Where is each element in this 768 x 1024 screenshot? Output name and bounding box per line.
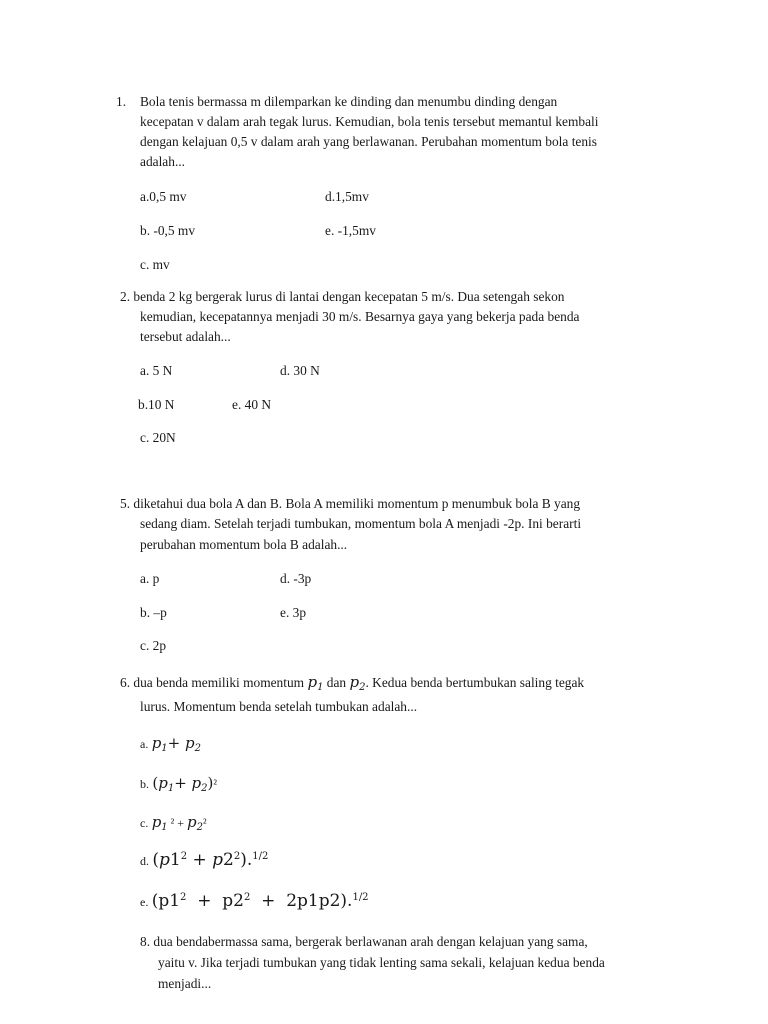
q2-text-line: 2. benda 2 kg bergerak lurus di lantai dengan kecepatan 5 m/s. Dua setengah sekon [120, 289, 565, 304]
q6-symbol-p1: $p_1$ [307, 673, 324, 693]
q6-text-line [120, 672, 584, 693]
q6-text-suffix: . Kedua benda bertumbukan saling tegak [365, 675, 585, 690]
q8-text-line: 8. dua bendabermassa sama, bergerak berlawanan arah dengan kelajuan yang sama, [140, 934, 588, 949]
q6-text-line: lurus. Momentum benda setelah tumbukan adalah... [140, 699, 418, 714]
q6-symbol-p2: $p_2$ [349, 673, 366, 693]
q2-option-d: d. 30 N [280, 363, 320, 378]
q1-number: 1. [116, 94, 127, 109]
q5-option-b: b. –p [140, 605, 167, 620]
q5-text-line: 5. diketahui dua bola A dan B. Bola A memiliki momentum p menumbuk bola B yang [120, 496, 581, 511]
q6-option-c: c. $p_1$ $^2 + p_2^2$ [140, 813, 207, 833]
q2-text-line: tersebut adalah... [140, 329, 231, 344]
q1-text-line: adalah... [140, 154, 185, 169]
q8-text-line: yaitu v. Jika terjadi tumbukan yang tidak lenting sama sekali, kelajuan kedua benda [158, 955, 605, 970]
q5-text-line: perubahan momentum bola B adalah... [140, 537, 348, 552]
q2-option-c: c. 20N [140, 430, 176, 445]
q5-option-a: a. p [140, 571, 160, 586]
q1-option-e: e. -1,5mv [325, 223, 376, 238]
q1-option-a: a.0,5 mv [140, 189, 187, 204]
q6-option-e: e. $(p1^2 + p2^2 + 2p1p2).^{1/2}$ [140, 891, 369, 911]
q1-text-line: kecepatan v dalam arah tegak lurus. Kemudian, bola tenis tersebut memantul kembali [140, 114, 599, 129]
q2-option-a: a. 5 N [140, 363, 173, 378]
q5-option-e: e. 3p [280, 605, 307, 620]
q1-text-line: Bola tenis bermassa m dilemparkan ke dinding dan menumbu dinding dengan [140, 94, 558, 109]
q6-option-d: d. $(p1^2 + p2^2).^{1/2}$ [140, 850, 269, 870]
q8-text-line: menjadi... [158, 976, 212, 991]
q1-option-b: b. -0,5 mv [140, 223, 196, 238]
q6-text-prefix: 6. dua benda memiliki momentum [120, 675, 305, 690]
q1-option-d: d.1,5mv [325, 189, 369, 204]
q6-text-and: dan [326, 675, 347, 690]
q5-text-line: sedang diam. Setelah terjadi tumbukan, momentum bola A menjadi -2p. Ini berarti [140, 516, 582, 531]
q1-text-line: dengan kelajuan 0,5 v dalam arah yang berlawanan. Perubahan momentum bola tenis [140, 134, 597, 149]
q2-option-e: e. 40 N [232, 397, 272, 412]
q6-option-a: a. $p_1+ p_2$ [140, 734, 201, 754]
q5-option-c: c. 2p [140, 638, 167, 653]
q2-option-b: b.10 N [138, 397, 175, 412]
q1-option-c: c. mv [140, 257, 170, 272]
q5-option-d: d. -3p [280, 571, 312, 586]
q2-text-line: kemudian, kecepatannya menjadi 30 m/s. Besarnya gaya yang bekerja pada benda [140, 309, 580, 324]
q6-option-b: b. $(p_1+ p_2)^2$ [140, 774, 217, 794]
